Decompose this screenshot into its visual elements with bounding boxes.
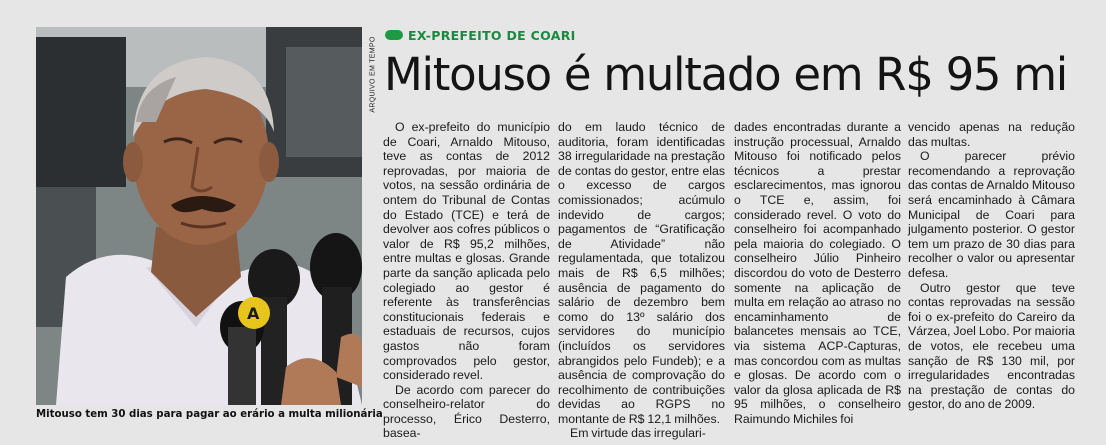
photo-caption: Mitouso tem 30 dias para pagar ao erário a multa milionária (36, 409, 383, 420)
section-kicker (385, 27, 576, 43)
article-paragraph: O ex-prefeito do município de Coari, Arnaldo Mitouso, teve as contas de 2012 reprovadas, por maioria de votos, na sessão ordinária de ontem do Tribunal de Contas do Estado (TCE) e terá de devolver aos cofres públicos o valor de R$ 95,2 milhões, entre multas e glosas. Grande parte da sanção aplicada pelo colegiado ao gestor é referente às transferências constitucionais federais e estaduais de recursos, cujos gastos não foram comprovados pelo gestor, considerado revel. (383, 120, 550, 383)
article-paragraph: Outro gestor que teve contas reprovadas na sessão foi o ex-prefeito do Careiro da Várzea, Joel Lobo. Por maioria de votos, ele recebeu uma sanção de R$ 130 mil, por irregularidades encontradas na prestação de contas do gestor, do ano de 2009. (908, 280, 1075, 412)
kicker-mark-icon (385, 30, 403, 40)
microphone-logo: A (247, 304, 260, 323)
article-column-2 (558, 120, 725, 441)
article-paragraph: Em virtude das irregulari- (570, 426, 706, 441)
article-column-4 (908, 120, 1075, 412)
article-paragraph: De acordo com parecer do conselheiro-relator do processo, Érico Desterro, basea- (383, 382, 550, 441)
kicker-text: EX-PREFEITO DE COARI (408, 27, 576, 43)
photo-illustration (36, 27, 362, 405)
headline: Mitouso é multado em R$ 95 mi (384, 48, 1068, 101)
article-paragraph: do em laudo técnico de auditoria, foram identificadas 38 irregularidade na prestação de contas do gestor, entre elas o excesso de cargos comissionados; acúmulo indevido de cargos; pagamentos de “Gratificação de Atividade” não regulamentada, que totalizou mais de R$ 6,5 milhões; ausência de pagamento do salário de dezembro bem como do 13º salário dos servidores do município (incluídos os servidores abrangidos pelo Fundeb); e a ausência de comprovação do recolhimento de contribuições devidas ao RGPS no montante de R$ 12,1 milhões. (558, 120, 725, 426)
article-column-3 (734, 120, 901, 426)
article-column-1 (383, 120, 550, 441)
photo-credit (367, 25, 377, 130)
article-paragraph: vencido apenas na redução das multas. (908, 120, 1075, 149)
article-paragraph: dades encontradas durante a instrução processual, Arnaldo Mitouso foi notificado pelos técnicos a prestar esclarecimentos, mas ignorou o TCE e, assim, foi considerado revel. O voto do conselheiro foi acompanhado pela maioria do colegiado. O conselheiro Júlio Pinheiro discordou do voto de Desterro somente na aplicação de multa em relação ao atraso no encaminhamento de balancetes mensais ao TCE, via sistema ACP-Capturas, mas concordou com as multas e glosas. De acordo com o valor da glosa aplicada de R$ 95 milhões, o conselheiro Raimundo Michiles foi (734, 120, 901, 426)
article-paragraph: O parecer prévio recomendando a reprovação das contas de Arnaldo Mitouso será encaminhado à Câmara Municipal de Coari para julgamento posterior. O gestor tem um prazo de 30 dias para recolher o valor ou apresentar defesa. (908, 149, 1075, 280)
article-photo (36, 27, 362, 405)
photo-credit-text: ARQUIVO EM TEMPO (369, 36, 377, 113)
